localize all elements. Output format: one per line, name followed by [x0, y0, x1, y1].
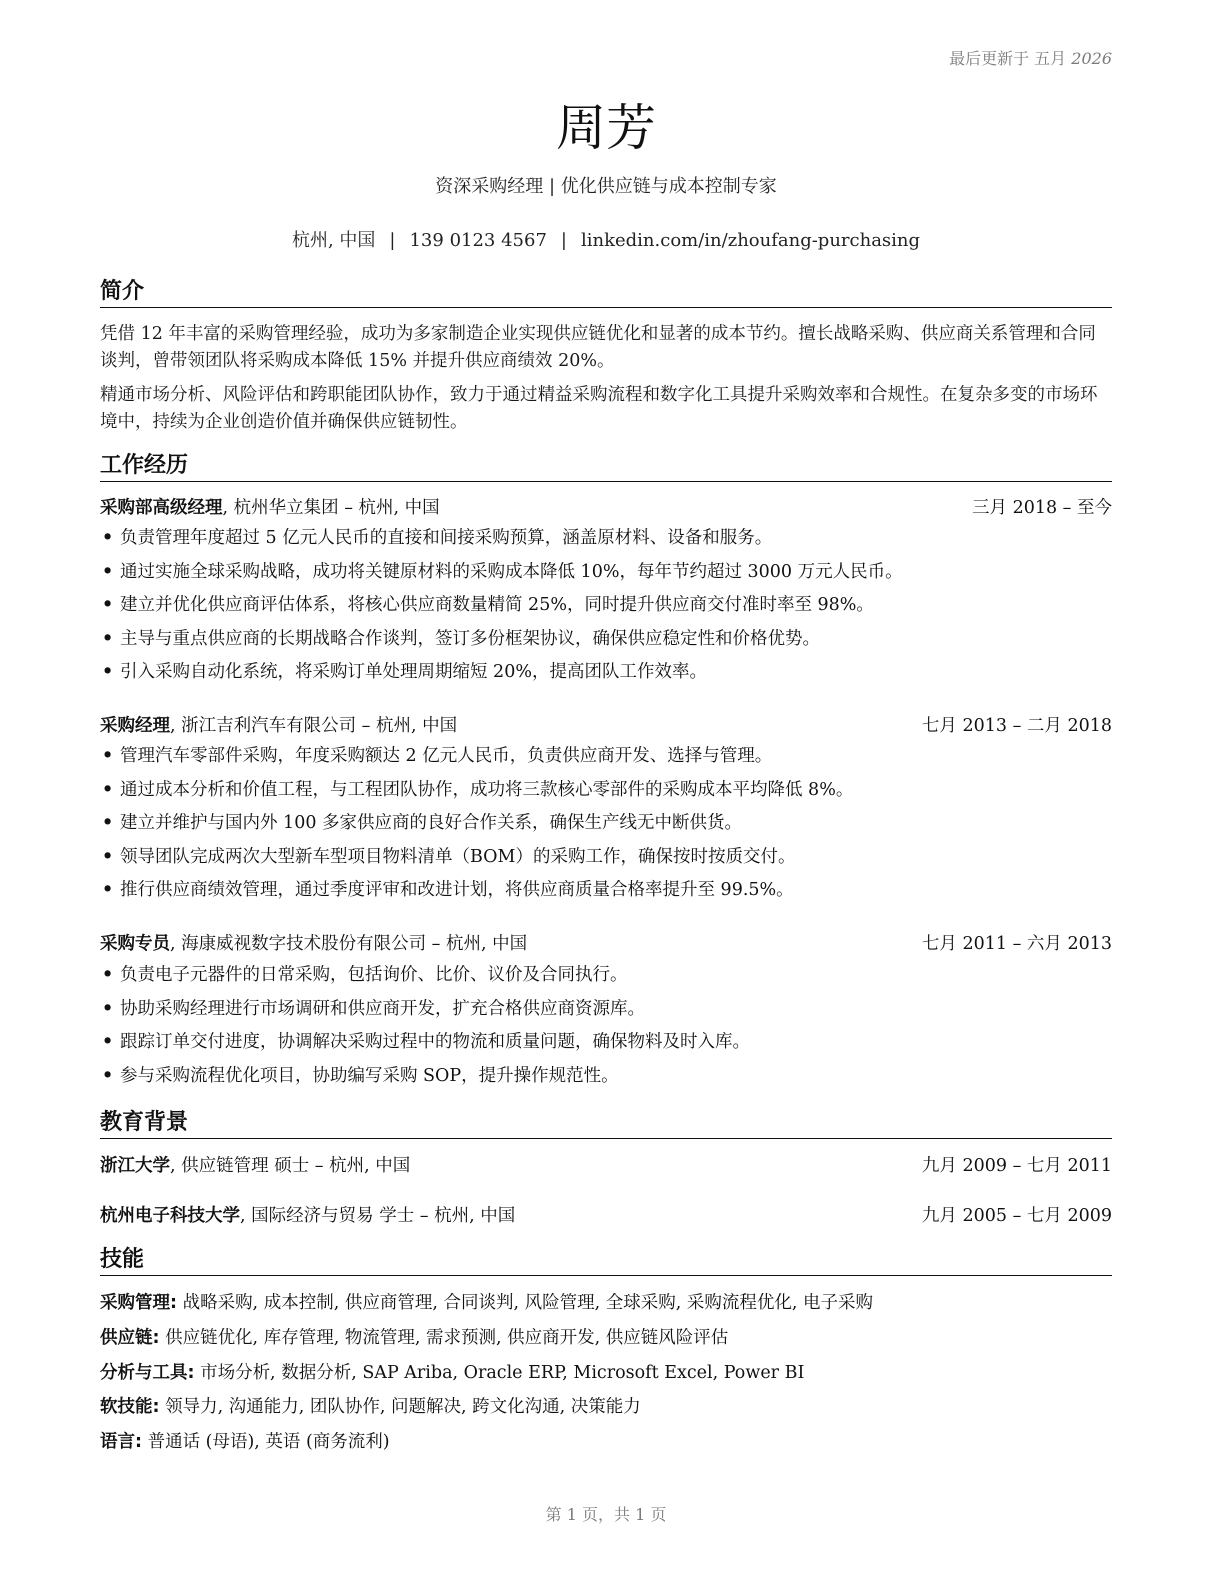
list-item: • 协助采购经理进行市场调研和供应商开发，扩充合格供应商资源库。: [100, 993, 1112, 1027]
job-title: 采购经理: [100, 716, 170, 736]
section-title-education: 教育背景: [100, 1109, 1112, 1139]
degree-detail: , 国际经济与贸易 学士 – 杭州, 中国: [240, 1206, 516, 1226]
skill-category: 供应链:: [100, 1328, 160, 1348]
education-dates: 九月 2009 – 七月 2011: [921, 1156, 1112, 1176]
job-title: 采购部高级经理: [100, 498, 223, 518]
list-item: • 负责管理年度超过 5 亿元人民币的直接和间接采购预算，涵盖原材料、设备和服务。: [100, 522, 1112, 556]
last-updated-year: 2026: [1071, 49, 1112, 68]
contact-phone[interactable]: 139 0123 4567: [409, 230, 547, 251]
skill-list: 领导力, 沟通能力, 团队协作, 问题解决, 跨文化沟通, 决策能力: [159, 1397, 641, 1417]
contact-separator: |: [560, 230, 567, 251]
section-title-experience: 工作经历: [100, 452, 1112, 482]
school-name: 浙江大学: [100, 1156, 170, 1176]
skill-row: [100, 1395, 1112, 1419]
list-item: • 通过实施全球采购战略，成功将关键原材料的采购成本降低 10%，每年节约超过 3000 万元人民币。: [100, 556, 1112, 590]
list-item: • 通过成本分析和价值工程，与工程团队协作，成功将三款核心零部件的采购成本平均降低 8%。: [100, 774, 1112, 808]
skill-list: 普通话 (母语), 英语 (商务流利): [142, 1432, 390, 1452]
resume-page: [100, 0, 1112, 1584]
job-header: [100, 496, 1112, 520]
page-number: 第 1 页，共 1 页: [545, 1505, 667, 1524]
section-title-skills: 技能: [100, 1246, 1112, 1276]
skill-row: [100, 1361, 1112, 1385]
candidate-name: 周芳: [556, 99, 656, 157]
list-item: • 负责电子元器件的日常采购，包括询价、比价、议价及合同执行。: [100, 959, 1112, 993]
job-org: , 海康威视数字技术股份有限公司 – 杭州, 中国: [170, 934, 528, 954]
contact-separator: |: [389, 230, 396, 251]
degree-detail: , 供应链管理 硕士 – 杭州, 中国: [170, 1156, 411, 1176]
job-dates: 七月 2013 – 二月 2018: [921, 716, 1112, 736]
job-bullets: [100, 522, 1112, 690]
job-dates: 三月 2018 – 至今: [972, 498, 1112, 518]
list-item: • 主导与重点供应商的长期战略合作谈判，签订多份框架协议，确保供应稳定性和价格优势。: [100, 623, 1112, 657]
education-entry: [100, 1204, 1112, 1228]
list-item: • 建立并维护与国内外 100 多家供应商的良好合作关系，确保生产线无中断供货。: [100, 807, 1112, 841]
skill-category: 采购管理:: [100, 1293, 177, 1313]
job-org: , 杭州华立集团 – 杭州, 中国: [222, 498, 440, 518]
list-item: • 领导团队完成两次大型新车型项目物料清单（BOM）的采购工作，确保按时按质交付。: [100, 841, 1112, 875]
contact-location: 杭州, 中国: [291, 230, 376, 251]
list-item: • 管理汽车零部件采购，年度采购额达 2 亿元人民币，负责供应商开发、选择与管理。: [100, 740, 1112, 774]
job-bullets: [100, 959, 1112, 1093]
skill-category: 分析与工具:: [100, 1363, 195, 1383]
summary-paragraph: 精通市场分析、风险评估和跨职能团队协作，致力于通过精益采购流程和数字化工具提升采购效率和合规性。在复杂多变的市场环境中，持续为企业创造价值并确保供应链韧性。: [100, 385, 1098, 432]
job-org: , 浙江吉利汽车有限公司 – 杭州, 中国: [170, 716, 458, 736]
skill-list: 市场分析, 数据分析, SAP Ariba, Oracle ERP, Microsoft Excel, Power BI: [194, 1363, 805, 1383]
job-title: 采购专员: [100, 934, 170, 954]
skill-category: 语言:: [100, 1432, 142, 1452]
education-entry: [100, 1154, 1112, 1178]
contact-line: [100, 226, 1112, 252]
skill-row: [100, 1291, 1112, 1315]
summary-paragraph: 凭借 12 年丰富的采购管理经验，成功为多家制造企业实现供应链优化和显著的成本节约。擅长战略采购、供应商关系管理和合同谈判，曾带领团队将采购成本降低 15% 并提升供应商绩效 20%。: [100, 324, 1096, 371]
skill-row: [100, 1430, 1112, 1454]
job-header: [100, 932, 1112, 956]
section-title-summary: 简介: [100, 278, 1112, 308]
skill-category: 软技能:: [100, 1397, 160, 1417]
job-header: [100, 714, 1112, 738]
contact-linkedin-link[interactable]: linkedin.com/in/zhoufang-purchasing: [580, 230, 921, 251]
list-item: • 建立并优化供应商评估体系，将核心供应商数量精简 25%，同时提升供应商交付准时率至 98%。: [100, 589, 1112, 623]
job-dates: 七月 2011 – 六月 2013: [921, 934, 1112, 954]
skill-row: [100, 1326, 1112, 1350]
headline: 资深采购经理 | 优化供应链与成本控制专家: [435, 176, 777, 197]
last-updated-month: 五月: [1034, 49, 1067, 68]
list-item: • 推行供应商绩效管理，通过季度评审和改进计划，将供应商质量合格率提升至 99.5%。: [100, 874, 1112, 908]
job-bullets: [100, 740, 1112, 908]
last-updated: [949, 46, 1112, 69]
list-item: • 跟踪订单交付进度，协调解决采购过程中的物流和质量问题，确保物料及时入库。: [100, 1026, 1112, 1060]
school-name: 杭州电子科技大学: [100, 1206, 240, 1226]
education-dates: 九月 2005 – 七月 2009: [921, 1206, 1112, 1226]
list-item: • 引入采购自动化系统，将采购订单处理周期缩短 20%，提高团队工作效率。: [100, 656, 1112, 690]
skill-list: 战略采购, 成本控制, 供应商管理, 合同谈判, 风险管理, 全球采购, 采购流程优化, 电子采购: [177, 1293, 873, 1313]
skill-list: 供应链优化, 库存管理, 物流管理, 需求预测, 供应商开发, 供应链风险评估: [159, 1328, 729, 1348]
list-item: • 参与采购流程优化项目，协助编写采购 SOP，提升操作规范性。: [100, 1060, 1112, 1094]
last-updated-label: 最后更新于: [949, 49, 1030, 68]
